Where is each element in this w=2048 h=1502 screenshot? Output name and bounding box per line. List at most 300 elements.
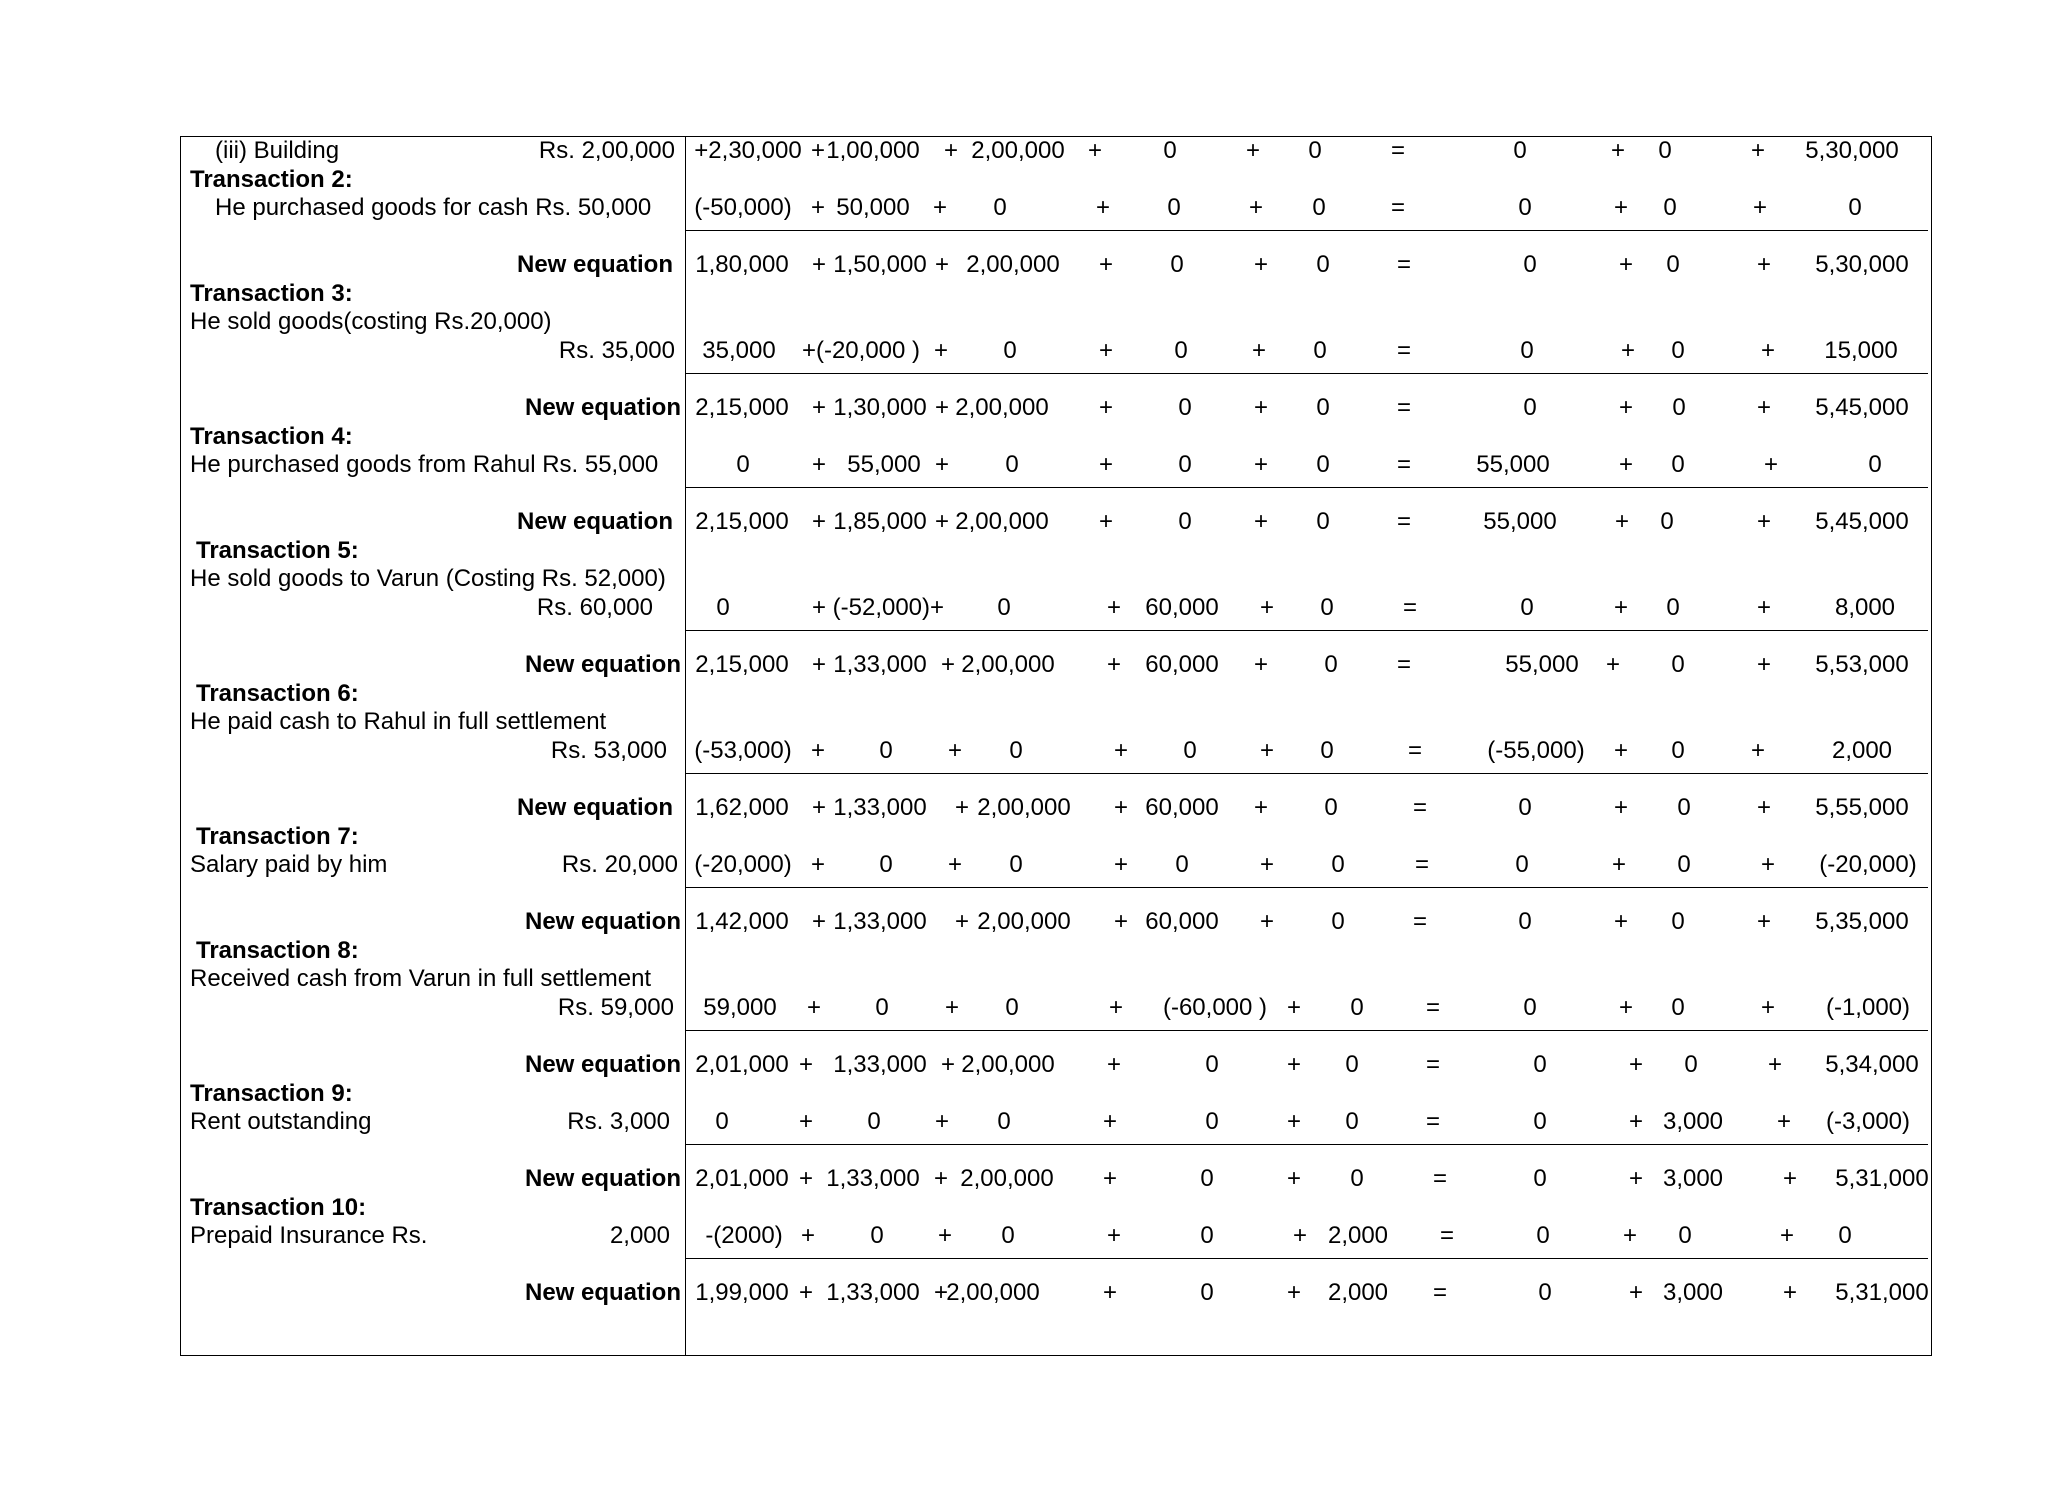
- equation-operator: +: [934, 251, 950, 278]
- equation-value: 0: [1313, 337, 1327, 364]
- equation-value: 0: [1671, 451, 1685, 478]
- equation-operator: +: [1087, 137, 1103, 164]
- equation-value: 1,33,000: [826, 1279, 920, 1306]
- row-underline: [685, 1144, 1928, 1145]
- equation-value: 2,00,000: [961, 1051, 1055, 1078]
- equation-operator: +: [1098, 394, 1114, 421]
- equation-value: 2,15,000: [695, 651, 789, 678]
- equation-operator: +: [947, 737, 963, 764]
- equation-operator: +: [1618, 251, 1634, 278]
- equation-operator: +: [1622, 1222, 1638, 1249]
- equation-value: 0: [716, 594, 730, 621]
- equation-value: +2,30,000: [694, 137, 802, 164]
- equation-operator: +: [811, 508, 827, 535]
- equation-value: 5,45,000: [1815, 508, 1909, 535]
- equation-value: 0: [1200, 1165, 1214, 1192]
- equation-value: 0: [1005, 451, 1019, 478]
- equation-operator: +: [1610, 137, 1626, 164]
- equation-operator: +: [934, 394, 950, 421]
- transaction-description: Rent outstanding: [190, 1108, 372, 1135]
- equation-value: 2,000: [1831, 737, 1893, 764]
- equation-operator: +: [811, 394, 827, 421]
- equation-value: 2,00,000: [961, 651, 1055, 678]
- equation-value: 0: [1838, 1222, 1852, 1249]
- equation-operator: +: [1106, 651, 1122, 678]
- transaction-description: Rs. 60,000: [536, 594, 653, 621]
- equation-value: 1,33,000: [833, 908, 927, 935]
- equation-value: 0: [1205, 1051, 1219, 1078]
- equation-operator: +: [944, 994, 960, 1021]
- equation-operator: +: [1286, 1279, 1302, 1306]
- new-equation-label: New equation: [524, 1165, 681, 1192]
- equation-operator: +: [1618, 394, 1634, 421]
- equation-value: 50,000: [836, 194, 910, 221]
- equation-value: 59,000: [703, 994, 777, 1021]
- equation-operator: +: [811, 908, 827, 935]
- equation-operator: +: [1760, 851, 1776, 878]
- equation-operator: +: [1286, 994, 1302, 1021]
- equation-operator: =: [1439, 1222, 1455, 1249]
- new-equation-label: New equation: [516, 251, 673, 278]
- equation-value: 1,99,000: [695, 1279, 789, 1306]
- row-underline: [685, 230, 1928, 231]
- equation-value: 0: [1009, 851, 1023, 878]
- equation-value: + (-52,000)+: [811, 594, 945, 621]
- equation-operator: +: [810, 194, 826, 221]
- equation-operator: +: [1620, 337, 1636, 364]
- equation-value: 0: [1167, 194, 1181, 221]
- equation-operator: +: [1286, 1108, 1302, 1135]
- equation-value: 0: [1520, 594, 1534, 621]
- equation-operator: +: [1253, 508, 1269, 535]
- equation-operator: +: [1618, 994, 1634, 1021]
- equation-operator: +: [1259, 908, 1275, 935]
- equation-value: 0: [1515, 851, 1529, 878]
- equation-operator: +: [1106, 594, 1122, 621]
- equation-operator: +: [1108, 994, 1124, 1021]
- new-equation-label: New equation: [524, 1051, 681, 1078]
- equation-operator: +: [1776, 1108, 1792, 1135]
- equation-value: 3,000: [1662, 1165, 1724, 1192]
- equation-value: 0: [1316, 508, 1330, 535]
- equation-operator: +: [798, 1051, 814, 1078]
- equation-value: 1,33,000: [833, 1051, 927, 1078]
- equation-value: 0: [1350, 1165, 1364, 1192]
- transaction-description: 2,000: [609, 1222, 670, 1249]
- equation-value: 0: [736, 451, 750, 478]
- equation-value: 0: [1308, 137, 1322, 164]
- equation-value: 0: [1320, 737, 1334, 764]
- equation-operator: +: [1628, 1279, 1644, 1306]
- equation-operator: =: [1412, 794, 1428, 821]
- equation-operator: =: [1390, 194, 1406, 221]
- equation-value: 0: [1678, 1222, 1692, 1249]
- equation-value: 0: [1205, 1108, 1219, 1135]
- equation-operator: +: [1756, 251, 1772, 278]
- equation-operator: =: [1402, 594, 1418, 621]
- transaction-heading: He paid cash to Rahul in full settlement: [190, 708, 607, 735]
- equation-operator: +: [1286, 1165, 1302, 1192]
- row-underline: [685, 1258, 1928, 1259]
- equation-operator: +: [1782, 1279, 1798, 1306]
- equation-value: 0: [1533, 1165, 1547, 1192]
- equation-value: 0: [997, 1108, 1011, 1135]
- equation-operator: +: [810, 737, 826, 764]
- equation-operator: +: [1259, 737, 1275, 764]
- equation-operator: +: [1098, 337, 1114, 364]
- equation-operator: =: [1390, 137, 1406, 164]
- equation-value: 0: [1671, 994, 1685, 1021]
- equation-value: 1,33,000: [833, 651, 927, 678]
- equation-value: 0: [1163, 137, 1177, 164]
- equation-value: 0: [1848, 194, 1862, 221]
- equation-operator: =: [1425, 994, 1441, 1021]
- equation-operator: +: [1750, 737, 1766, 764]
- equation-value: 5,31,000: [1835, 1279, 1929, 1306]
- transaction-heading: Transaction 4:: [190, 423, 353, 450]
- equation-value: 0: [1663, 194, 1677, 221]
- equation-value: 8,000: [1834, 594, 1896, 621]
- column-divider: [685, 136, 686, 1356]
- equation-value: 5,30,000: [1815, 251, 1909, 278]
- new-equation-label: New equation: [516, 508, 673, 535]
- equation-value: 0: [1533, 1108, 1547, 1135]
- equation-operator: +: [798, 1108, 814, 1135]
- equation-value: 0: [1536, 1222, 1550, 1249]
- equation-value: 1,30,000: [833, 394, 927, 421]
- row-underline: [685, 887, 1928, 888]
- equation-value: 0: [1316, 451, 1330, 478]
- equation-value: 2,00,000: [946, 1279, 1040, 1306]
- equation-value: 0: [1518, 194, 1532, 221]
- transaction-description: Salary paid by him: [190, 851, 388, 878]
- equation-operator: +: [798, 1279, 814, 1306]
- transaction-heading: Received cash from Varun in full settlement: [190, 965, 652, 992]
- equation-operator: +: [1292, 1222, 1308, 1249]
- transaction-description: Rs. 20,000: [561, 851, 678, 878]
- equation-value: 2,00,000: [977, 794, 1071, 821]
- equation-value: (-20,000): [694, 851, 792, 878]
- equation-value: 0: [1170, 251, 1184, 278]
- equation-value: 2,00,000: [966, 251, 1060, 278]
- equation-operator: +: [1253, 451, 1269, 478]
- row-underline: [685, 630, 1928, 631]
- transaction-heading: Transaction 7:: [196, 823, 359, 850]
- equation-value: 0: [1677, 851, 1691, 878]
- equation-value: 0: [875, 994, 889, 1021]
- new-equation-label: New equation: [524, 908, 681, 935]
- transaction-heading: Transaction 6:: [196, 680, 359, 707]
- equation-value: 1,85,000: [833, 508, 927, 535]
- equation-operator: =: [1414, 851, 1430, 878]
- equation-operator: =: [1396, 337, 1412, 364]
- equation-value: 15,000: [1824, 337, 1898, 364]
- equation-operator: =: [1396, 394, 1412, 421]
- equation-operator: +: [800, 1222, 816, 1249]
- equation-operator: +: [1102, 1279, 1118, 1306]
- equation-operator: +: [1628, 1051, 1644, 1078]
- equation-value: 3,000: [1662, 1279, 1724, 1306]
- equation-operator: =: [1432, 1279, 1448, 1306]
- equation-operator: +: [1102, 1108, 1118, 1135]
- equation-value: (-1,000): [1825, 994, 1911, 1021]
- equation-operator: +: [1613, 194, 1629, 221]
- transaction-description: Rs. 3,000: [567, 1108, 670, 1135]
- equation-value: (-53,000): [694, 737, 792, 764]
- equation-operator: +: [933, 1279, 949, 1306]
- equation-value: 2,00,000: [960, 1165, 1054, 1192]
- transaction-heading: Transaction 10:: [190, 1194, 367, 1221]
- equation-operator: +: [1259, 851, 1275, 878]
- equation-value: 0: [867, 1108, 881, 1135]
- equation-operator: +: [1113, 794, 1129, 821]
- equation-value: 5,30,000: [1805, 137, 1899, 164]
- equation-operator: +: [1113, 908, 1129, 935]
- transaction-description: He purchased goods from Rahul Rs. 55,000: [190, 451, 659, 478]
- equation-value: 55,000: [1505, 651, 1579, 678]
- equation-operator: +: [1760, 994, 1776, 1021]
- equation-value: 0: [1518, 908, 1532, 935]
- equation-operator: +: [1106, 1222, 1122, 1249]
- equation-value: 1,33,000: [826, 1165, 920, 1192]
- equation-operator: +: [810, 851, 826, 878]
- equation-value: 5,34,000: [1825, 1051, 1919, 1078]
- equation-operator: +: [1760, 337, 1776, 364]
- row-underline: [685, 773, 1928, 774]
- equation-value: 55,000: [847, 451, 921, 478]
- equation-value: 0: [1200, 1222, 1214, 1249]
- equation-operator: +: [1750, 137, 1766, 164]
- equation-operator: +: [1756, 651, 1772, 678]
- equation-operator: +: [811, 251, 827, 278]
- equation-operator: +: [1253, 394, 1269, 421]
- equation-operator: +: [1098, 251, 1114, 278]
- equation-value: 0: [1350, 994, 1364, 1021]
- equation-value: 0: [1520, 337, 1534, 364]
- transaction-description: Rs. 53,000: [550, 737, 667, 764]
- transaction-description: (iii) Building: [215, 137, 340, 164]
- equation-operator: +: [1756, 508, 1772, 535]
- equation-value: 0: [1868, 451, 1882, 478]
- equation-operator: +: [933, 337, 949, 364]
- equation-operator: +: [1098, 508, 1114, 535]
- equation-operator: =: [1425, 1051, 1441, 1078]
- equation-value: 2,15,000: [695, 508, 789, 535]
- equation-value: 1,42,000: [695, 908, 789, 935]
- equation-value: 0: [1538, 1279, 1552, 1306]
- equation-value: 0: [1005, 994, 1019, 1021]
- equation-value: 0: [1183, 737, 1197, 764]
- equation-operator: +: [1782, 1165, 1798, 1192]
- equation-operator: +: [943, 137, 959, 164]
- equation-operator: =: [1407, 737, 1423, 764]
- transaction-heading: Transaction 3:: [190, 280, 353, 307]
- equation-value: 0: [1677, 794, 1691, 821]
- transaction-heading: Transaction 5:: [196, 537, 359, 564]
- equation-value: 0: [1003, 337, 1017, 364]
- equation-operator: =: [1396, 451, 1412, 478]
- equation-operator: +: [798, 1165, 814, 1192]
- equation-value: 0: [1523, 394, 1537, 421]
- equation-operator: =: [1432, 1165, 1448, 1192]
- equation-value: 1,33,000: [833, 794, 927, 821]
- equation-value: (-20,000): [1819, 851, 1917, 878]
- equation-value: 0: [1345, 1051, 1359, 1078]
- equation-value: 2,00,000: [971, 137, 1065, 164]
- equation-value: 2,00,000: [955, 394, 1049, 421]
- equation-value: 0: [1324, 651, 1338, 678]
- equation-operator: +: [934, 1108, 950, 1135]
- equation-operator: +: [1253, 251, 1269, 278]
- equation-value: 0: [1671, 337, 1685, 364]
- row-underline: [685, 373, 1928, 374]
- equation-value: 0: [1178, 508, 1192, 535]
- equation-value: (-55,000): [1487, 737, 1585, 764]
- equation-operator: +: [806, 994, 822, 1021]
- transaction-heading: He sold goods(costing Rs.20,000): [190, 308, 552, 335]
- equation-value: 0: [1672, 394, 1686, 421]
- new-equation-label: New equation: [524, 394, 681, 421]
- row-underline: [685, 487, 1928, 488]
- equation-operator: +: [1618, 451, 1634, 478]
- equation-value: 0: [1345, 1108, 1359, 1135]
- equation-operator: +: [810, 137, 826, 164]
- transaction-description: Prepaid Insurance Rs.: [190, 1222, 428, 1249]
- equation-value: 60,000: [1145, 594, 1219, 621]
- equation-operator: +: [1259, 594, 1275, 621]
- equation-operator: +: [1113, 737, 1129, 764]
- equation-operator: +: [1613, 794, 1629, 821]
- equation-operator: +: [1756, 394, 1772, 421]
- equation-value: 0: [1666, 251, 1680, 278]
- equation-operator: +: [1286, 1051, 1302, 1078]
- equation-value: 0: [1316, 251, 1330, 278]
- equation-value: 2,000: [1327, 1222, 1389, 1249]
- new-equation-label: New equation: [524, 651, 681, 678]
- equation-value: 55,000: [1483, 508, 1557, 535]
- equation-value: 0: [1009, 737, 1023, 764]
- transaction-heading: Transaction 9:: [190, 1080, 353, 1107]
- equation-operator: +: [934, 508, 950, 535]
- equation-value: 60,000: [1145, 794, 1219, 821]
- equation-value: 60,000: [1145, 908, 1219, 935]
- equation-operator: +: [937, 1222, 953, 1249]
- equation-operator: =: [1396, 251, 1412, 278]
- equation-operator: +: [1251, 337, 1267, 364]
- equation-value: 55,000: [1476, 451, 1550, 478]
- transaction-description: Rs. 2,00,000: [538, 137, 675, 164]
- equation-operator: +: [954, 908, 970, 935]
- equation-operator: +: [1253, 794, 1269, 821]
- equation-operator: =: [1396, 508, 1412, 535]
- equation-value: 2,01,000: [695, 1051, 789, 1078]
- equation-operator: +: [1245, 137, 1261, 164]
- equation-value: 0: [1001, 1222, 1015, 1249]
- equation-operator: +: [1767, 1051, 1783, 1078]
- equation-operator: +: [1756, 594, 1772, 621]
- equation-operator: +: [1614, 508, 1630, 535]
- equation-operator: +: [1605, 651, 1621, 678]
- equation-value: 0: [1666, 594, 1680, 621]
- equation-value: -(2000): [705, 1222, 783, 1249]
- equation-value: 0: [715, 1108, 729, 1135]
- equation-value: 0: [1523, 251, 1537, 278]
- equation-value: 0: [1320, 594, 1334, 621]
- equation-value: 0: [870, 1222, 884, 1249]
- equation-operator: +: [1613, 908, 1629, 935]
- equation-value: 0: [1684, 1051, 1698, 1078]
- equation-value: (-3,000): [1825, 1108, 1911, 1135]
- equation-value: 2,15,000: [695, 394, 789, 421]
- equation-value: 2,01,000: [695, 1165, 789, 1192]
- equation-value: 3,000: [1662, 1108, 1724, 1135]
- equation-operator: +: [1611, 851, 1627, 878]
- equation-value: 0: [1331, 851, 1345, 878]
- equation-operator: +: [1763, 451, 1779, 478]
- transaction-description: Rs. 59,000: [557, 994, 674, 1021]
- equation-operator: +: [811, 794, 827, 821]
- equation-operator: =: [1425, 1108, 1441, 1135]
- equation-operator: +: [1613, 737, 1629, 764]
- equation-value: 1,50,000: [833, 251, 927, 278]
- equation-operator: +: [1248, 194, 1264, 221]
- equation-operator: +: [932, 194, 948, 221]
- equation-value: 60,000: [1145, 651, 1219, 678]
- equation-value: 0: [1671, 651, 1685, 678]
- equation-value: 35,000: [702, 337, 776, 364]
- transaction-heading: Transaction 2:: [190, 166, 353, 193]
- equation-operator: +: [940, 651, 956, 678]
- equation-operator: +: [947, 851, 963, 878]
- equation-value: (-60,000 ): [1162, 994, 1268, 1021]
- equation-operator: +: [1779, 1222, 1795, 1249]
- new-equation-label: New equation: [516, 794, 673, 821]
- equation-value: (-50,000): [694, 194, 792, 221]
- equation-operator: +: [1756, 908, 1772, 935]
- equation-value: 5,53,000: [1815, 651, 1909, 678]
- equation-value: 0: [1175, 851, 1189, 878]
- equation-value: 0: [1174, 337, 1188, 364]
- equation-value: 0: [1178, 451, 1192, 478]
- equation-value: 0: [1324, 794, 1338, 821]
- equation-operator: +: [954, 794, 970, 821]
- new-equation-label: New equation: [524, 1279, 681, 1306]
- equation-value: 0: [1671, 908, 1685, 935]
- equation-value: 0: [1518, 794, 1532, 821]
- equation-operator: =: [1412, 908, 1428, 935]
- equation-value: 0: [1660, 508, 1674, 535]
- equation-operator: +: [1098, 451, 1114, 478]
- equation-value: 0: [1513, 137, 1527, 164]
- equation-value: 5,45,000: [1815, 394, 1909, 421]
- equation-value: 5,31,000: [1835, 1165, 1929, 1192]
- row-underline: [685, 1030, 1928, 1031]
- equation-operator: +: [1756, 794, 1772, 821]
- transaction-heading: Transaction 8:: [196, 937, 359, 964]
- equation-value: 2,000: [1327, 1279, 1389, 1306]
- equation-value: 0: [993, 194, 1007, 221]
- equation-value: 0: [1331, 908, 1345, 935]
- equation-operator: +: [1106, 1051, 1122, 1078]
- equation-value: 0: [879, 851, 893, 878]
- equation-operator: +: [1102, 1165, 1118, 1192]
- equation-value: 5,55,000: [1815, 794, 1909, 821]
- transaction-heading: He sold goods to Varun (Costing Rs. 52,000): [190, 565, 666, 592]
- equation-operator: =: [1396, 651, 1412, 678]
- equation-value: 0: [1523, 994, 1537, 1021]
- equation-value: 0: [1200, 1279, 1214, 1306]
- equation-value: 1,00,000: [826, 137, 920, 164]
